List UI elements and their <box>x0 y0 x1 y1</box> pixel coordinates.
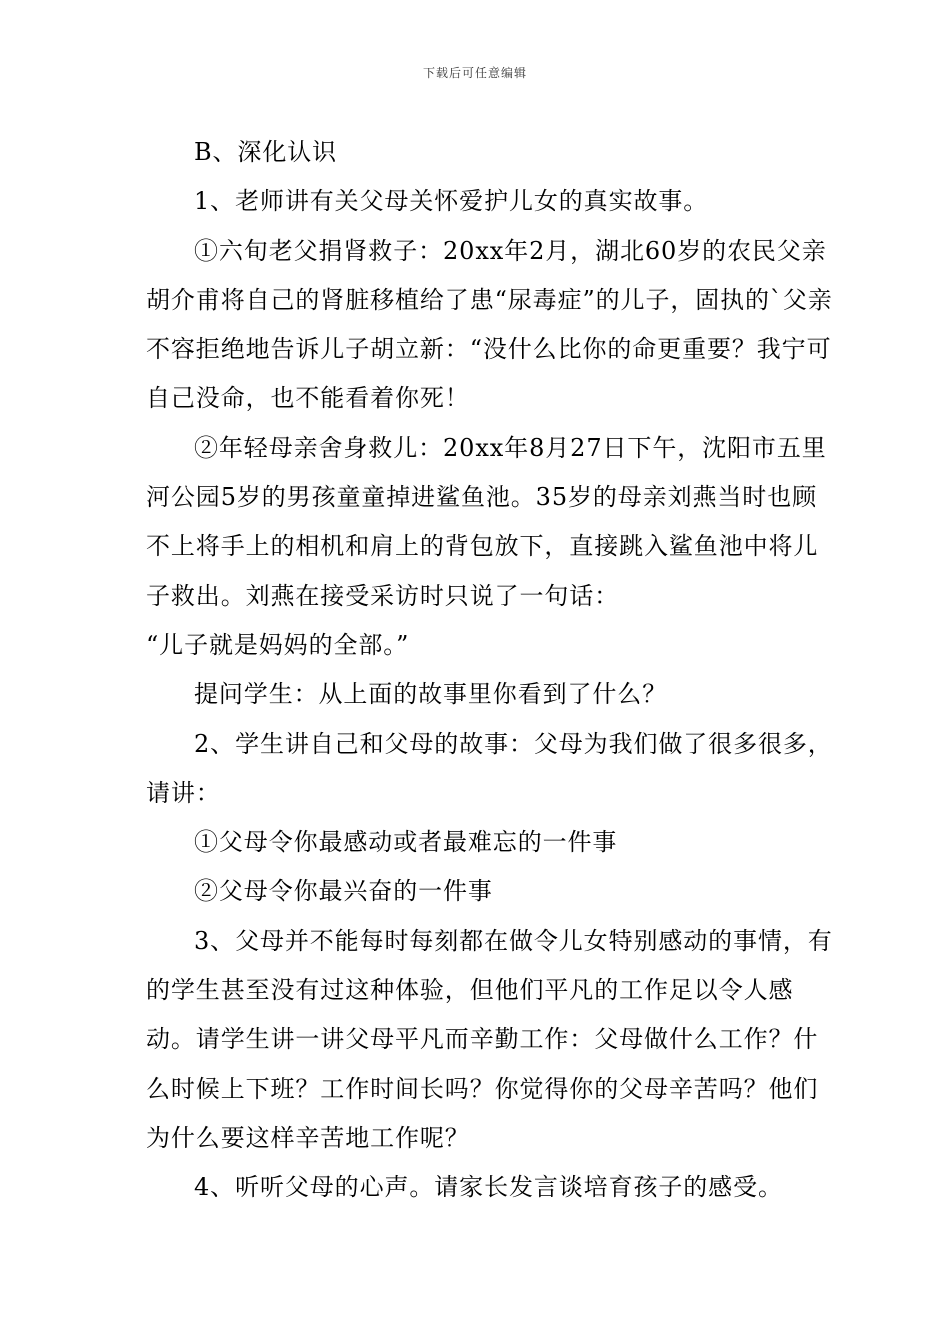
paragraph-item-1: 1、老师讲有关父母关怀爱护儿女的真实故事。 <box>194 187 709 216</box>
paragraph-story-1: ①六旬老父捐肾救子：20xx年2月，湖北60岁的农民父亲胡介甫将自己的肾脏移植给了患“尿毒症”的儿子，固执的`父亲不容拒绝地告诉儿子胡立新：“没什么比你的命更重要？我宁可自己没命，也不能看着你死！ <box>146 236 833 413</box>
paragraph-subitem-2: ②父母令你最兴奋的一件事 <box>194 877 493 906</box>
document-body <box>146 128 836 1213</box>
paragraph-item-2: 2、学生讲自己和父母的故事：父母为我们做了很多很多，请讲： <box>146 729 833 807</box>
section-heading: B、深化认识 <box>194 138 338 166</box>
paragraph-quote: “儿子就是妈妈的全部。” <box>146 630 410 659</box>
paragraph-item-3: 3、父母并不能每时每刻都在做令儿女特别感动的事情，有的学生甚至没有过这种体验，但他们平凡的工作足以令人感动。请学生讲一讲父母平凡而辛勤工作：父母做什么工作？什么时候上下班？工作时间长吗？你觉得你的父母辛苦吗？他们为什么要这样辛苦地工作呢？ <box>146 926 833 1152</box>
page-header-note: 下载后可任意编辑 <box>422 66 527 80</box>
paragraph-story-2: ②年轻母亲舍身救儿：20xx年8月27日下午，沈阳市五里河公园5岁的男孩童童掉进鲨鱼池。35岁的母亲刘燕当时也顾不上将手上的相机和肩上的背包放下，直接跳入鲨鱼池中将儿子救出。刘燕在接受采访时只说了一句话： <box>146 433 827 610</box>
paragraph-question: 提问学生：从上面的故事里你看到了什么？ <box>194 680 668 709</box>
paragraph-subitem-1: ①父母令你最感动或者最难忘的一件事 <box>194 828 618 857</box>
paragraph-item-4: 4、听听父母的心声。请家长发言谈培育孩子的感受。 <box>194 1173 783 1202</box>
